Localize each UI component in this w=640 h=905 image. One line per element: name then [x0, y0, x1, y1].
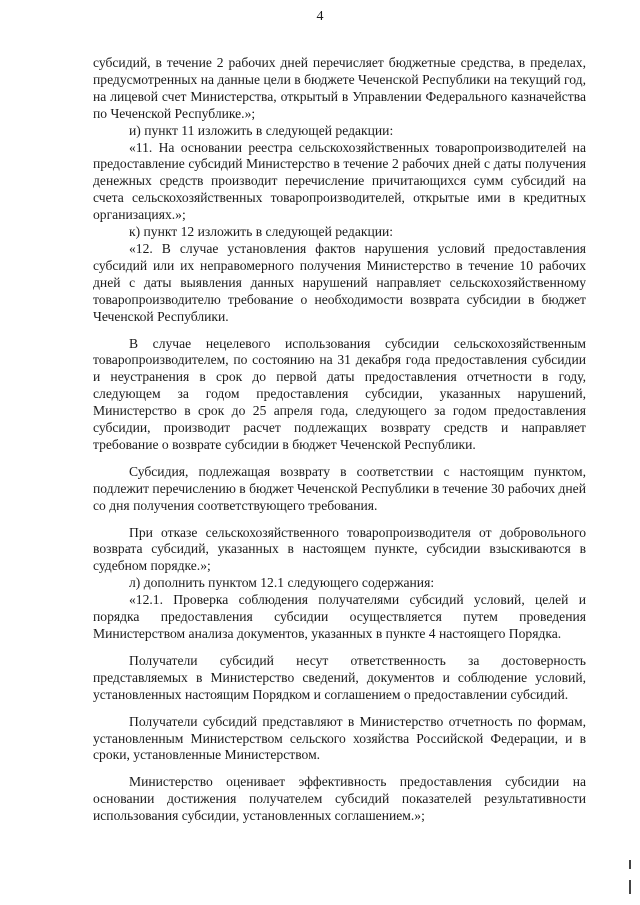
paragraph: «12.1. Проверка соблюдения получателями субсидий условий, целей и порядка предоставления субсидии осуществляется путем проведения Министерством анализа документов, указанных в пункте 4 настоящего Порядка.: [93, 592, 586, 641]
paragraph: к) пункт 12 изложить в следующей редакции:: [129, 224, 394, 240]
paragraph: Субсидия, подлежащая возврату в соответствии с настоящим пунктом, подлежит перечислению в бюджет Чеченской Республики в течение 30 рабочих дней со дня получения соответствующего требования.: [93, 463, 586, 513]
document-body: [93, 55, 586, 825]
scan-edge-mark: [629, 880, 631, 894]
paragraph: Министерство оценивает эффективность предоставления субсидии на основании достижения получателем субсидий показателей результативности использования субсидии, установленных соглашением.»;: [93, 774, 586, 824]
paragraph: Получатели субсидий представляют в Министерство отчетность по формам, установленным Министерством сельского хозяйства Российской Федерации, и в сроки, установленные Министерством.: [93, 713, 586, 763]
paragraph: и) пункт 11 изложить в следующей редакции:: [129, 122, 394, 138]
paragraph: При отказе сельскохозяйственного товаропроизводителя от добровольного возврата субсидий, указанных в настоящем пункте, субсидии взыскиваются в судебном порядке.»;: [93, 524, 586, 574]
page-number: 4: [316, 9, 324, 24]
paragraph: «11. На основании реестра сельскохозяйственных товаропроизводителей на предоставление субсидий Министерство в течение 2 рабочих дней с даты получения денежных средств производит перечисление причитающихся сумм субсидий на счета сельскохозяйственных товаропроизводителей, открытые ими в кредитных организациях.»;: [93, 139, 586, 223]
paragraph: «12. В случае установления фактов нарушения условий предоставления субсидий или их неправомерного получения Министерство в течение 10 рабочих дней с даты выявления данных нарушений направляет сельскохозяйственному товаропроизводителю требование о необходимости возврата субсидии в бюджет Чеченской Республики.: [93, 240, 586, 324]
scan-edge-mark: [629, 860, 631, 869]
paragraph: субсидий, в течение 2 рабочих дней перечисляет бюджетные средства, в пределах, предусмотренных на данные цели в бюджете Чеченской Республики на текущий год, на лицевой счет Министерства, открытый в Управлении Федерального казначейства по Чеченской Республике.»;: [93, 55, 586, 121]
paragraph: В случае нецелевого использования субсидии сельскохозяйственным товаропроизводителем, по состоянию на 31 декабря года предоставления субсидии и неустранения в срок до первой даты предоставления отчетности в году, следующем за годом предоставления субсидии, указанных нарушений, Министерство в срок до 25 апреля года, следующего за годом предоставления субсидии, производит расчет подлежащих возврату средств и направляет требование о возврате субсидии в бюджет Чеченской Республики.: [93, 335, 586, 452]
paragraph: л) дополнить пунктом 12.1 следующего содержания:: [129, 575, 435, 591]
paragraph: Получатели субсидий несут ответственность за достоверность представляемых в Министерство сведений, документов и соблюдение условий, установленных настоящим Порядком и соглашением о предоставлении субсидий.: [93, 652, 586, 702]
